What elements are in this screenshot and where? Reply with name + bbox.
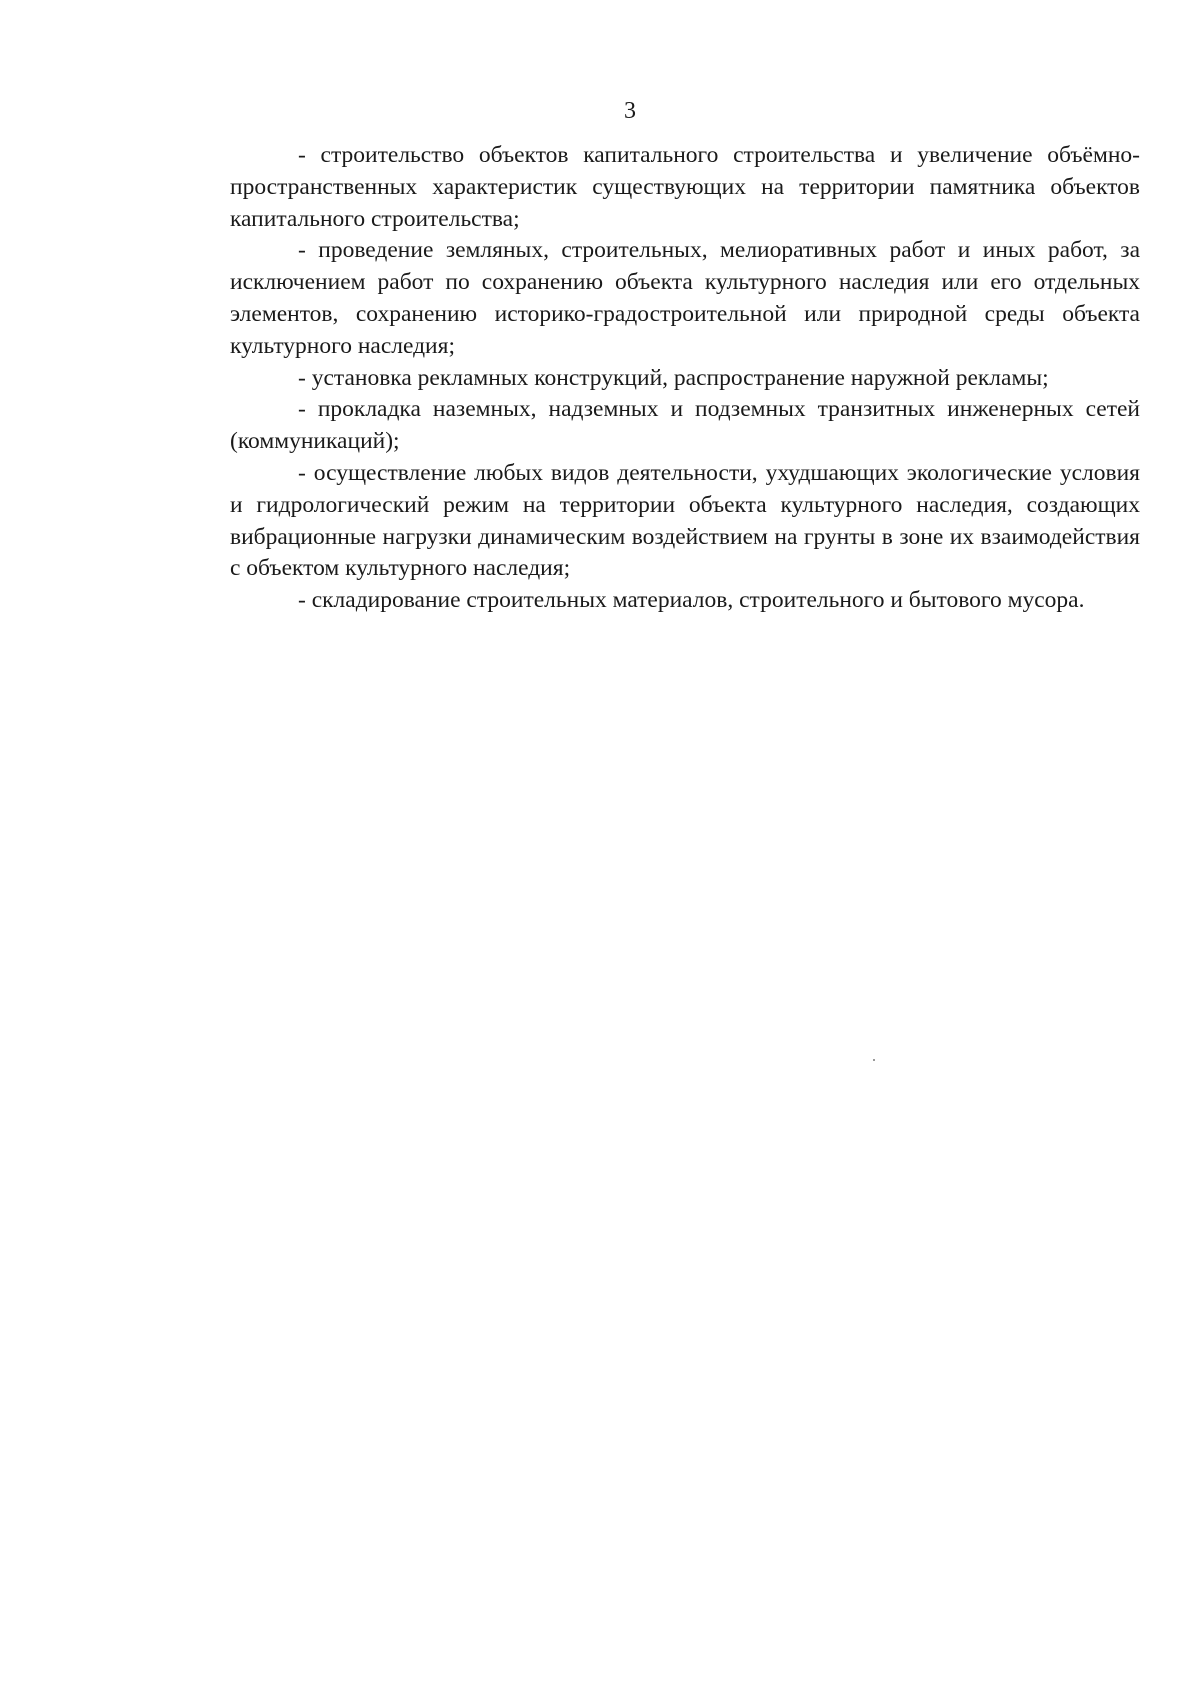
list-item-harmful-activities: - осуществление любых видов деятельности, ухудшающих экологические условия и гидрологический режим на территории объекта культурного наследия, создающих вибрационные нагрузки динамическим воздействием на грунты в зоне их взаимодействия с объектом культурного наследия; [230, 459, 1140, 582]
page-number: 3 [624, 98, 636, 124]
document-body [230, 140, 1140, 617]
list-item-storage: - складирование строительных материалов, строительного и бытового мусора. [298, 587, 1085, 614]
scan-speck [873, 1059, 875, 1061]
list-item-construction: - строительство объектов капитального строительства и увеличение объёмно-пространственных характеристик существующих на территории памятника объектов капитального строительства; [230, 142, 1140, 232]
list-item-earthworks: - проведение земляных, строительных, мелиоративных работ и иных работ, за исключением работ по сохранению объекта культурного наследия или его отдельных элементов, сохранению историко-градостроительной или природной среды объекта культурного наследия; [230, 237, 1140, 359]
list-item-advertising: - установка рекламных конструкций, распространение наружной рекламы; [298, 364, 1049, 391]
list-item-utility-networks: - прокладка наземных, надземных и подземных транзитных инженерных сетей (коммуникаций); [230, 396, 1140, 455]
